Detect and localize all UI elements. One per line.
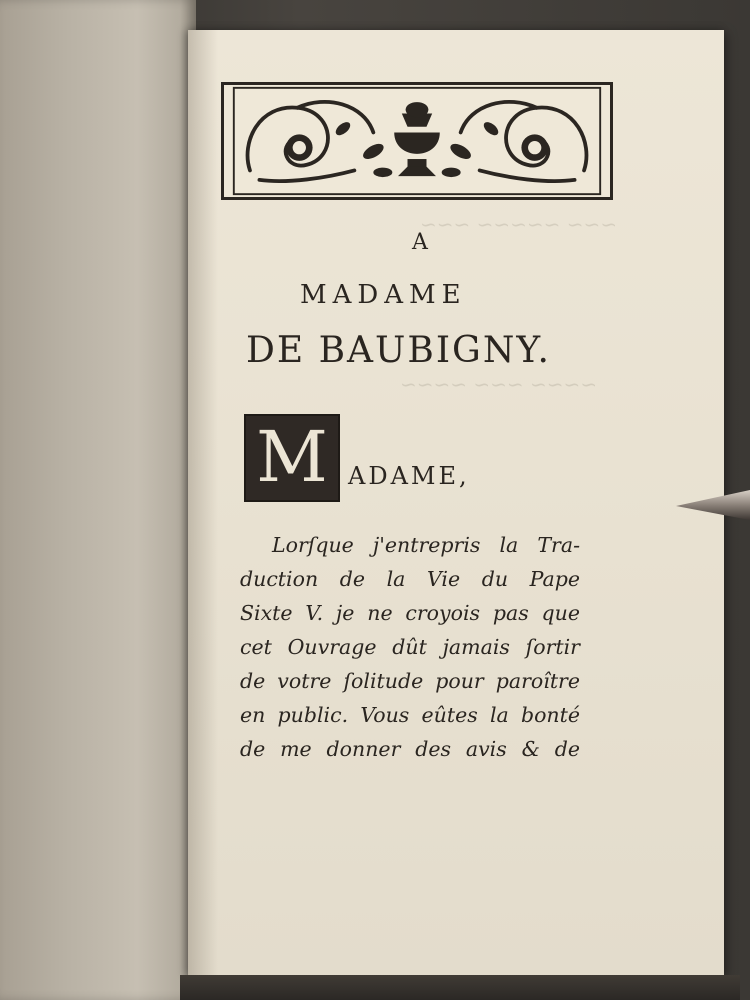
dropcap-letter: M <box>256 416 328 498</box>
body-line: cet Ouvrage dût jamais ſortir <box>240 635 580 659</box>
show-through-texture: ~~~~ ~~~ ~~~~ <box>400 372 598 396</box>
show-through-texture: ~~~ ~~~~~ ~~~ <box>420 212 618 236</box>
bottom-shadow <box>180 975 740 1000</box>
dedication-name: DE BAUBIGNY. <box>246 330 551 371</box>
body-line: de me donner des avis & de <box>240 737 580 761</box>
pointer-tool-icon <box>676 486 750 522</box>
body-line: de votre ſolitude pour paroître <box>240 669 580 693</box>
body-line: duction de la Vie du Pape <box>240 567 580 591</box>
body-line: en public. Vous eûtes la bonté <box>240 703 580 727</box>
ornament-headpiece <box>221 82 613 200</box>
body-text <box>240 528 580 766</box>
body-line: Sixte V. je ne croyois pas que <box>240 601 580 625</box>
page-gutter-shadow <box>188 30 218 975</box>
body-line: Lorſque j'entrepris la Tra- <box>272 533 580 557</box>
dedication-madame: MADAME <box>300 280 467 310</box>
dropcap-block <box>244 414 340 502</box>
floral-ornament-icon <box>224 85 610 197</box>
dedication-a: A <box>412 230 428 255</box>
left-page <box>0 0 196 1000</box>
salutation: ADAME, <box>348 462 470 490</box>
